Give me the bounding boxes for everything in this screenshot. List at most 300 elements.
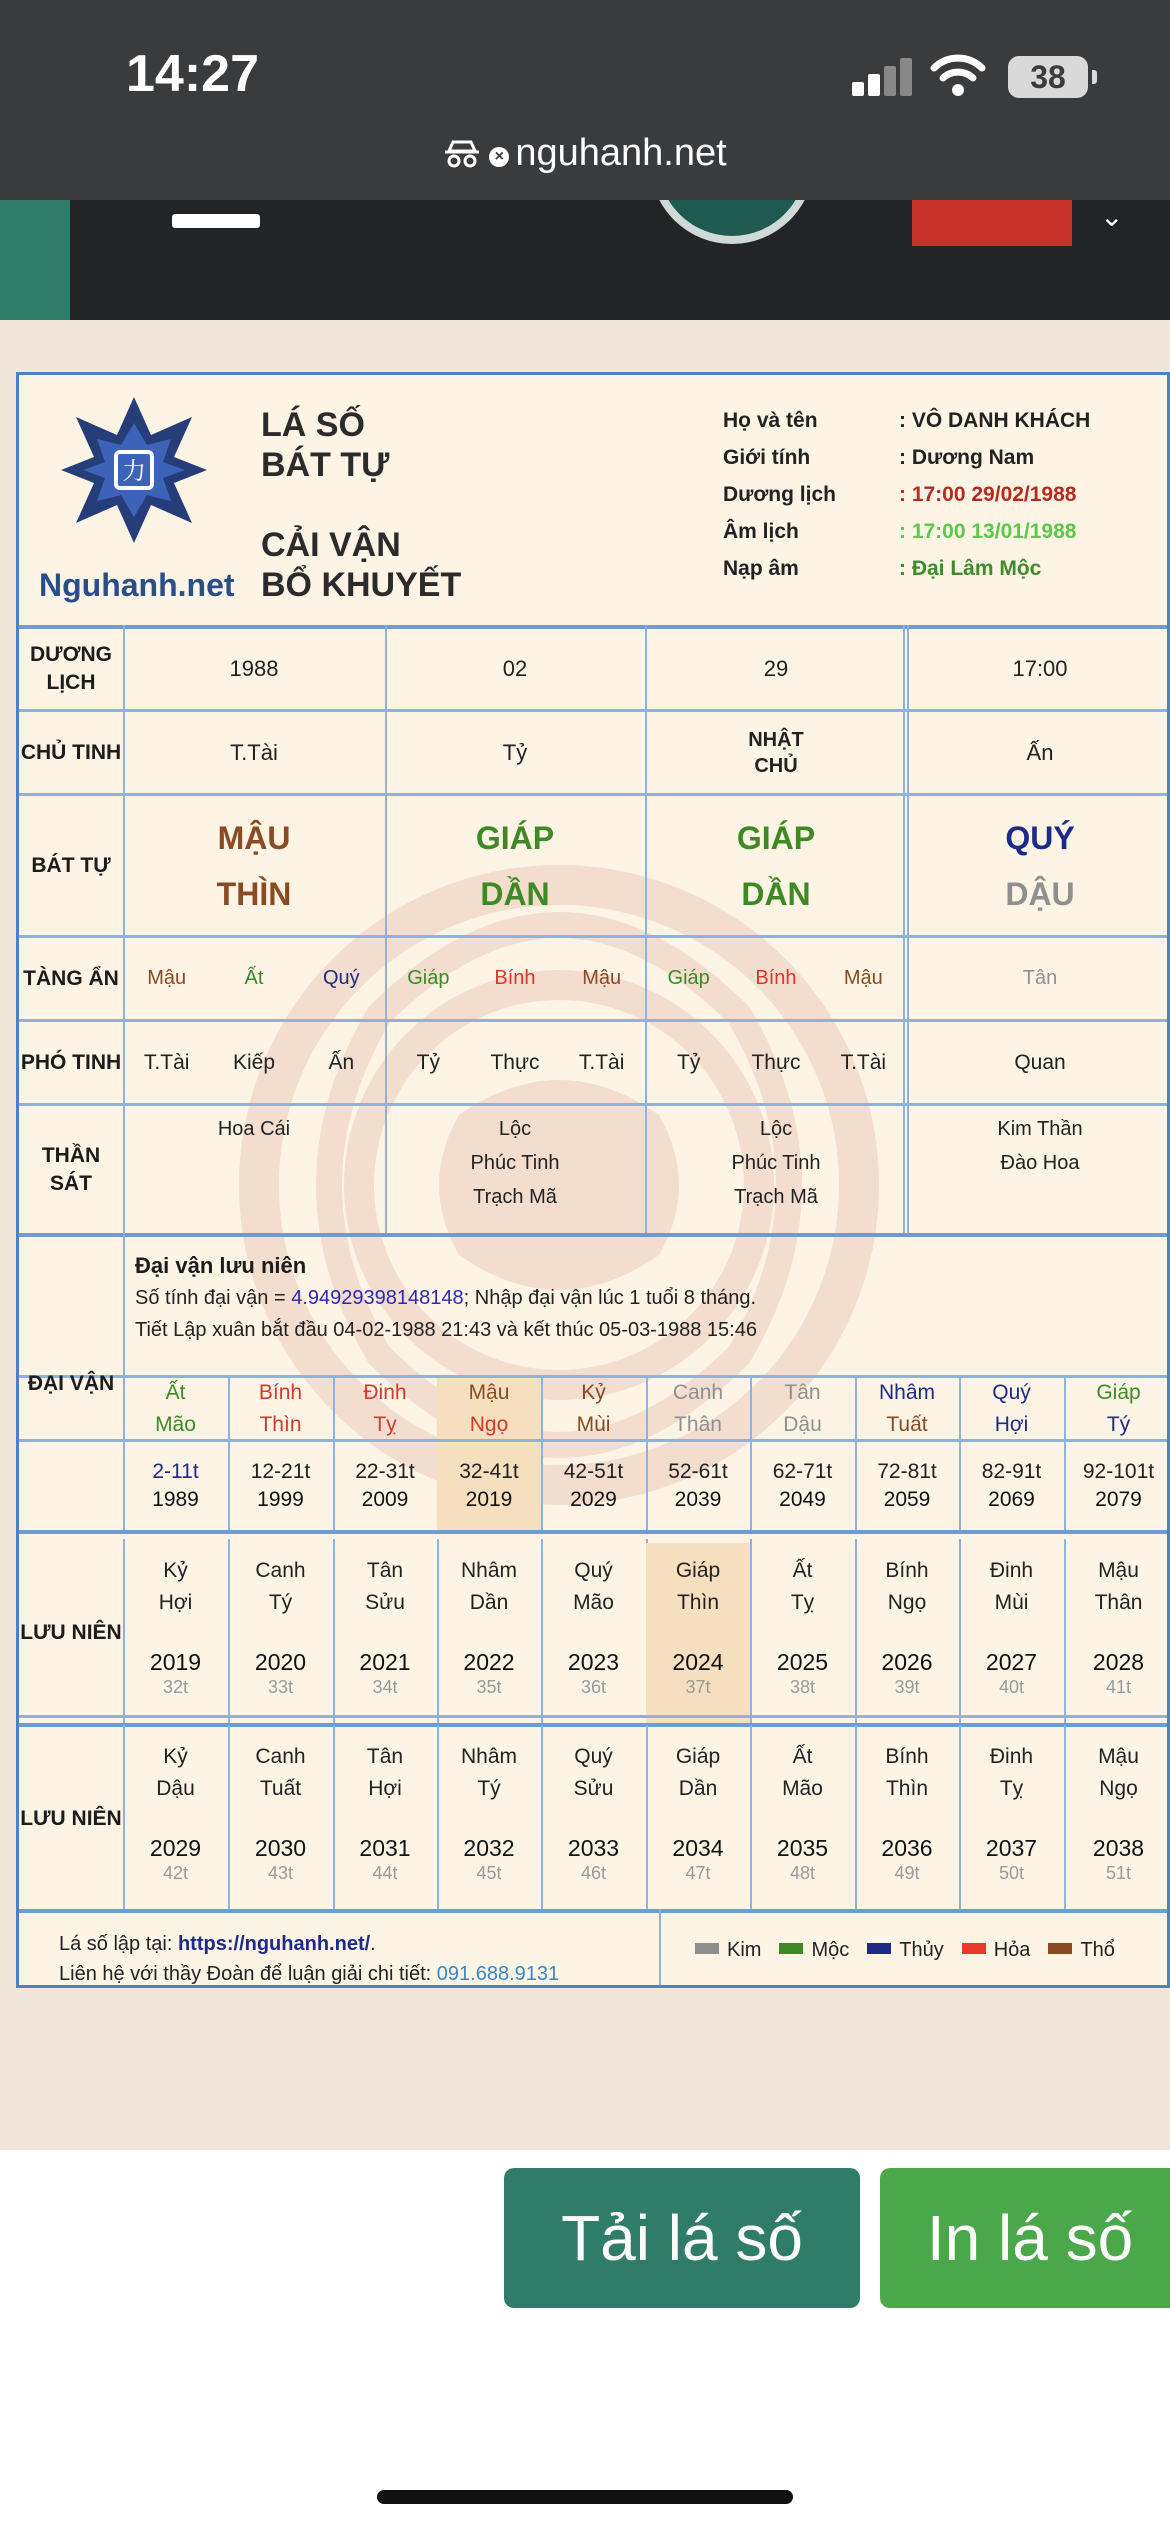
title-line-2: BÁT TỰ: [261, 446, 390, 484]
year-number: 2037: [985, 1835, 1038, 1861]
luu-nien-chi: Thìn: [676, 1590, 720, 1614]
luu-nien-year: [855, 1816, 959, 1909]
age-label: 49t: [894, 1863, 920, 1883]
luu-nien-can: Bính: [885, 1744, 929, 1768]
than-sat-item: Hoa Cái: [217, 1118, 291, 1140]
status-time: 14:27: [126, 45, 259, 103]
address-bar[interactable]: [0, 132, 1170, 175]
dai-van-pillar[interactable]: [123, 1378, 228, 1439]
start-year: 1989: [152, 1488, 199, 1511]
legend-item: [962, 1939, 1031, 1962]
year-number: 2028: [1092, 1649, 1145, 1675]
line1-pre: Số tính đại vận =: [135, 1287, 292, 1309]
luu-nien-chi: Mùi: [994, 1590, 1029, 1614]
than-sat-item: Phúc Tinh: [731, 1152, 821, 1174]
grid-line: [659, 1909, 661, 1988]
luu-nien-can: Quý: [574, 1744, 613, 1768]
footer-link[interactable]: https://nguhanh.net/: [177, 1933, 371, 1955]
dai-van-age: [855, 1442, 959, 1530]
info-label: Họ và tên: [723, 409, 818, 432]
luu-nien-chi: Mão: [782, 1776, 823, 1800]
luu-nien-year: [541, 1816, 646, 1909]
dai-van-age: [646, 1442, 750, 1530]
dai-van-can: Ất: [165, 1380, 186, 1404]
luu-nien-year: [437, 1630, 541, 1723]
main-star-value: Tỷ: [502, 739, 528, 765]
row-label: DƯƠNG LỊCH: [29, 643, 112, 694]
dai-van-can: Giáp: [1096, 1380, 1141, 1404]
age-label: 45t: [476, 1863, 502, 1883]
dai-van-pillar[interactable]: [541, 1378, 646, 1439]
luu-nien-pillar[interactable]: [959, 1543, 1064, 1630]
dai-van-age: [750, 1442, 855, 1530]
dai-van-chi: Thân: [674, 1412, 722, 1436]
luu-nien-chi: Dần: [469, 1590, 509, 1614]
luu-nien-pillar[interactable]: [541, 1543, 646, 1630]
than-sat-item: Trạch Mã: [734, 1186, 818, 1208]
earthly-branch: DẦN: [741, 875, 811, 912]
legend-label: Hỏa: [993, 1939, 1031, 1961]
hidden-stem: Bính: [755, 967, 797, 989]
luu-nien-can: Canh: [255, 1744, 306, 1768]
luu-nien-can: Mậu: [1098, 1558, 1139, 1582]
than-sat-item: Phúc Tinh: [470, 1152, 560, 1174]
info-label: Âm lịch: [723, 520, 799, 543]
row-label: PHÓ TINH: [20, 1050, 122, 1074]
heavenly-stem: MẬU: [217, 819, 291, 856]
dai-van-pillar[interactable]: [333, 1378, 437, 1439]
luu-nien-chi: Ngọ: [887, 1590, 927, 1614]
title-line-3: CẢI VẬN: [261, 526, 401, 564]
earthly-branch: DẦN: [480, 875, 550, 912]
hidden-stem: Mậu: [147, 967, 187, 989]
grid-line: [19, 1715, 1170, 1718]
age-label: 41t: [1105, 1677, 1132, 1697]
luu-nien-pillar[interactable]: [750, 1729, 855, 1816]
battery-tip: [1092, 70, 1097, 84]
luu-nien-year: [646, 1630, 750, 1723]
luu-nien-pillar[interactable]: [228, 1543, 333, 1630]
svg-text:力: 力: [122, 457, 146, 485]
dai-van-pillar[interactable]: [855, 1378, 959, 1439]
luu-nien-year: [750, 1630, 855, 1723]
home-indicator: [377, 2490, 793, 2504]
luu-nien-year: [959, 1630, 1064, 1723]
dai-van-chi: Ngọ: [469, 1412, 509, 1436]
main-star-value: T.Tài: [230, 739, 278, 765]
year-pillar-value: 02: [502, 656, 528, 681]
age-label: 32t: [162, 1677, 189, 1697]
row-label: LƯU NIÊN: [20, 1807, 122, 1830]
heavenly-stem: GIÁP: [736, 819, 816, 856]
phone-link[interactable]: 091.688.9131: [436, 1963, 560, 1985]
info-label: Dương lịch: [723, 483, 836, 506]
year-number: 2036: [881, 1835, 933, 1861]
luu-nien-can: Tân: [366, 1558, 404, 1582]
dai-van-can: Tân: [784, 1380, 821, 1404]
luu-nien-year: [541, 1630, 646, 1723]
luu-nien-pillar[interactable]: [750, 1543, 855, 1630]
dai-van-pillar[interactable]: [959, 1378, 1064, 1439]
line1-number: 4.94929398148148: [291, 1287, 464, 1309]
luu-nien-pillar[interactable]: [123, 1543, 228, 1630]
luu-nien-pillar[interactable]: [855, 1729, 959, 1816]
dai-van-pillar[interactable]: [1064, 1378, 1170, 1439]
dai-van-chi: Tý: [1106, 1412, 1131, 1436]
than-sat-cell: [123, 1106, 385, 1233]
secondary-star: Ấn: [328, 1050, 355, 1074]
luu-nien-can: Nhâm: [460, 1744, 518, 1768]
info-value: : 17:00 13/01/1988: [899, 520, 1077, 543]
chart-card: [16, 372, 1170, 1988]
hidden-stem: Bính: [494, 967, 536, 989]
line1-post: ; Nhập đại vận lúc 1 tuổi 8 tháng.: [463, 1287, 757, 1309]
luu-nien-pillar[interactable]: [646, 1729, 750, 1816]
bat-tu-cell: [907, 796, 1170, 935]
luu-nien-can: Bính: [885, 1558, 929, 1582]
age-label: 38t: [789, 1677, 816, 1697]
title-line-1: LÁ SỐ: [261, 406, 365, 444]
year-pillar-value: 29: [763, 656, 789, 681]
dai-van-age: [959, 1442, 1064, 1530]
age-label: 34t: [372, 1677, 398, 1697]
secondary-star: Kiếp: [232, 1050, 275, 1074]
year-number: 2035: [776, 1835, 829, 1861]
start-year: 2059: [883, 1488, 931, 1511]
dai-van-chi: Tỵ: [373, 1412, 397, 1436]
dai-van-age: [1064, 1442, 1170, 1530]
dai-van-line1: [135, 1287, 756, 1310]
bat-tu-cell: [385, 796, 645, 935]
legend-label: Mộc: [811, 1939, 850, 1961]
legend-label: Thổ: [1080, 1939, 1115, 1961]
not-secure-icon: ×: [489, 147, 509, 167]
dai-van-can: Canh: [672, 1380, 724, 1404]
age-label: 35t: [476, 1677, 502, 1697]
earthly-branch: THÌN: [216, 875, 292, 912]
site-name: Nguhanh.net: [39, 567, 235, 603]
dai-van-chi: Tuất: [886, 1412, 928, 1436]
info-label: Nạp âm: [723, 557, 799, 580]
legend-swatch-icon: [779, 1943, 803, 1954]
luu-nien-year: [333, 1816, 437, 1909]
year-number: 2023: [567, 1649, 620, 1675]
year-number: 2020: [254, 1649, 307, 1675]
legend-swatch-icon: [695, 1943, 719, 1954]
luu-nien-chi: Hợi: [158, 1590, 193, 1614]
dai-van-pillar[interactable]: [750, 1378, 855, 1439]
site-header: [0, 200, 1170, 320]
dai-van-can: Kỷ: [581, 1380, 606, 1404]
info-value: : VÔ DANH KHÁCH: [899, 409, 1091, 432]
luu-nien-chi: Tuất: [259, 1776, 302, 1800]
age-range: 22-31t: [355, 1460, 415, 1483]
start-year: 2029: [570, 1488, 617, 1511]
year-number: 2034: [672, 1835, 724, 1861]
battery-icon: 38: [1008, 56, 1088, 98]
luu-nien-chi: Dậu: [156, 1776, 195, 1800]
age-label: 39t: [894, 1677, 920, 1697]
secondary-star: Tỷ: [416, 1050, 440, 1074]
legend-swatch-icon: [1048, 1943, 1072, 1954]
info-label: Giới tính: [723, 446, 811, 469]
dai-van-chi: Mão: [155, 1412, 196, 1436]
luu-nien-chi: Tý: [477, 1776, 501, 1800]
luu-nien-pillar[interactable]: [1064, 1729, 1170, 1816]
luu-nien-can: Nhâm: [460, 1558, 518, 1582]
main-star-value: Ấn: [1026, 739, 1054, 765]
year-number: 2031: [359, 1835, 411, 1861]
age-label: 37t: [685, 1677, 711, 1697]
luu-nien-chi: Mão: [573, 1590, 614, 1614]
luu-nien-chi: Thìn: [885, 1776, 929, 1800]
hidden-stem: Giáp: [407, 967, 450, 989]
year-number: 2019: [149, 1649, 202, 1675]
luu-nien-chi: Tý: [268, 1590, 293, 1614]
grid-line: [19, 1233, 1170, 1237]
hidden-stem: Tân: [1022, 967, 1058, 989]
row-label: BÁT TỰ: [31, 853, 111, 877]
info-value: : 17:00 29/02/1988: [899, 483, 1077, 506]
legend-item: [695, 1939, 761, 1962]
start-year: 2039: [674, 1488, 722, 1511]
bat-tu-cell: [123, 796, 385, 935]
year-number: 2029: [149, 1835, 202, 1861]
year-number: 2021: [359, 1649, 411, 1675]
dai-van-chi: Dậu: [783, 1412, 822, 1436]
luu-nien-chi: Hợi: [368, 1776, 402, 1800]
row-label: ĐẠI VẬN: [27, 1371, 115, 1395]
logo-star-icon: [59, 395, 209, 545]
secondary-star: Quan: [1014, 1050, 1066, 1074]
footer-text: Lá số lập tại:: [59, 1933, 178, 1955]
start-year: 2019: [465, 1488, 513, 1511]
chart-header: [19, 375, 1170, 625]
main-star-value: NHẬT CHỦ: [748, 728, 804, 777]
dai-van-can: Nhâm: [878, 1380, 936, 1404]
dai-van-chi: Mùi: [576, 1412, 611, 1436]
luu-nien-chi: Sửu: [365, 1590, 405, 1614]
download-chart-button[interactable]: Tải lá số: [504, 2168, 860, 2308]
year-number: 2022: [463, 1649, 515, 1675]
year-number: 2030: [254, 1835, 307, 1861]
dai-van-age: [228, 1442, 333, 1530]
year-number: 2032: [463, 1835, 515, 1861]
dai-van-age: [333, 1442, 437, 1530]
luu-nien-can: Ất: [792, 1558, 813, 1582]
than-sat-cell: [645, 1106, 907, 1233]
age-label: 40t: [998, 1677, 1025, 1697]
luu-nien-year: [228, 1816, 333, 1909]
age-range: 12-21t: [250, 1460, 311, 1483]
luu-nien-chi: Sửu: [573, 1776, 614, 1800]
luu-nien-pillar[interactable]: [333, 1543, 437, 1630]
luu-nien-pillar[interactable]: [1064, 1543, 1170, 1630]
luu-nien-can: Giáp: [675, 1744, 721, 1768]
legend-label: Kim: [727, 1939, 762, 1961]
age-label: 48t: [789, 1863, 816, 1883]
luu-nien-year: [1064, 1816, 1170, 1909]
age-label: 46t: [580, 1863, 607, 1883]
luu-nien-can: Đinh: [989, 1558, 1034, 1582]
age-range: 82-91t: [981, 1460, 1042, 1483]
luu-nien-chi: Thân: [1094, 1590, 1143, 1614]
luu-nien-pillar[interactable]: [437, 1543, 541, 1630]
year-number: 2038: [1092, 1835, 1145, 1861]
age-range: 42-51t: [563, 1460, 624, 1483]
dai-van-age: [541, 1442, 646, 1530]
than-sat-item: Kim Thần: [997, 1118, 1083, 1140]
year-number: 2025: [776, 1649, 829, 1675]
luu-nien-chi: Tỵ: [999, 1776, 1024, 1800]
legend-item: [1048, 1939, 1114, 1962]
luu-nien-chi: Ngọ: [1099, 1776, 1138, 1800]
luu-nien-can: Kỷ: [163, 1744, 188, 1768]
luu-nien-can: Đinh: [989, 1744, 1034, 1768]
start-year: 2049: [779, 1488, 826, 1511]
legend-item: [867, 1939, 943, 1962]
age-range: 62-71t: [772, 1460, 833, 1483]
than-sat-item: Đào Hoa: [1000, 1152, 1080, 1174]
luu-nien-chi: Dần: [678, 1776, 718, 1800]
age-label: 36t: [580, 1677, 607, 1697]
chevron-down-icon[interactable]: ⌄: [1100, 201, 1124, 232]
dai-van-can: Mậu: [468, 1380, 510, 1404]
hidden-stem: Quý: [322, 967, 360, 989]
year-pillar-value: 17:00: [1012, 656, 1068, 681]
dai-van-heading: Đại vận lưu niên: [135, 1253, 307, 1278]
year-number: 2026: [881, 1649, 933, 1675]
luu-nien-can: Tân: [366, 1744, 404, 1768]
luu-nien-pillar[interactable]: [959, 1729, 1064, 1816]
age-label: 42t: [162, 1863, 189, 1883]
start-year: 2079: [1095, 1488, 1142, 1511]
than-sat-cell: [385, 1106, 645, 1233]
luu-nien-year: [646, 1816, 750, 1909]
luu-nien-pillar[interactable]: [646, 1543, 750, 1630]
start-year: 2069: [988, 1488, 1035, 1511]
luu-nien-year: [228, 1630, 333, 1723]
incognito-icon: [443, 139, 481, 169]
luu-nien-pillar[interactable]: [333, 1729, 437, 1816]
year-number: 2027: [985, 1649, 1038, 1675]
print-chart-button[interactable]: In lá số: [880, 2168, 1170, 2308]
luu-nien-pillar[interactable]: [437, 1729, 541, 1816]
footer-dot: .: [370, 1933, 376, 1955]
luu-nien-pillar[interactable]: [228, 1729, 333, 1816]
dai-van-line2: Tiết Lập xuân bắt đầu 04-02-1988 21:43 và kết thúc 05-03-1988 15:46: [135, 1319, 757, 1341]
luu-nien-pillar[interactable]: [541, 1729, 646, 1816]
age-range: 72-81t: [877, 1460, 937, 1483]
bat-tu-cell: [645, 796, 907, 935]
dai-van-pillar[interactable]: [646, 1378, 750, 1439]
element-legend: [695, 1939, 1115, 1962]
heavenly-stem: QUÝ: [1005, 819, 1075, 856]
legend-swatch-icon: [867, 1943, 891, 1954]
age-label: 50t: [998, 1863, 1025, 1883]
status-bar: [0, 0, 1170, 200]
vietnam-flag-icon[interactable]: [912, 200, 1072, 246]
wifi-icon: [930, 52, 986, 98]
side-tab[interactable]: [0, 200, 70, 320]
than-sat-item: Lộc: [498, 1118, 532, 1140]
luu-nien-year: [750, 1816, 855, 1909]
legend-label: Thủy: [899, 1939, 944, 1961]
than-sat-item: Lộc: [759, 1118, 793, 1140]
secondary-star: T.Tài: [143, 1050, 190, 1074]
dai-van-chi: Thìn: [259, 1412, 302, 1436]
luu-nien-can: Kỷ: [163, 1558, 188, 1582]
dai-van-chi: Hợi: [994, 1412, 1029, 1436]
dai-van-can: Quý: [992, 1380, 1031, 1404]
luu-nien-pillar[interactable]: [123, 1729, 228, 1816]
hidden-stem: Ất: [244, 967, 264, 989]
row-label: TÀNG ẨN: [23, 966, 119, 990]
secondary-star: Tỷ: [677, 1050, 701, 1074]
row-label: LƯU NIÊN: [20, 1621, 122, 1644]
age-label: 44t: [372, 1863, 398, 1883]
dai-van-age: [437, 1442, 541, 1530]
grid-line: [19, 1909, 1170, 1913]
age-label: 43t: [267, 1863, 294, 1883]
age-label: 47t: [685, 1863, 711, 1883]
secondary-star: T.Tài: [578, 1050, 625, 1074]
year-number: 2024: [672, 1649, 724, 1675]
age-label: 33t: [267, 1677, 294, 1697]
start-year: 2009: [361, 1488, 409, 1511]
site-logo-icon[interactable]: [650, 200, 814, 244]
age-range: 32-41t: [459, 1460, 519, 1483]
luu-nien-can: Ất: [792, 1744, 813, 1768]
heavenly-stem: GIÁP: [475, 819, 555, 856]
secondary-star: Thực: [751, 1050, 801, 1074]
luu-nien-can: Canh: [255, 1558, 306, 1582]
contact-text: Liên hệ với thầy Đoàn để luận giải chi tiết:: [59, 1963, 437, 1985]
dai-van-can: Bính: [258, 1380, 303, 1404]
luu-nien-year: [123, 1816, 228, 1909]
age-range: 92-101t: [1082, 1460, 1155, 1483]
than-sat-cell: [907, 1106, 1170, 1233]
luu-nien-year: [1064, 1630, 1170, 1723]
secondary-star: T.Tài: [840, 1050, 887, 1074]
menu-icon[interactable]: [172, 214, 260, 228]
cellular-signal-icon: [852, 56, 914, 96]
legend-item: [779, 1939, 849, 1962]
luu-nien-year: [333, 1630, 437, 1723]
earthly-branch: DẬU: [1005, 875, 1075, 912]
luu-nien-can: Mậu: [1098, 1744, 1139, 1768]
luu-nien-can: Quý: [574, 1558, 613, 1582]
grid-line: [19, 1530, 1170, 1534]
age-label: 51t: [1105, 1863, 1132, 1883]
year-number: 2033: [567, 1835, 620, 1861]
footer-note: [59, 1929, 559, 1988]
luu-nien-year: [855, 1630, 959, 1723]
start-year: 1999: [257, 1488, 304, 1511]
luu-nien-year: [123, 1630, 228, 1723]
luu-nien-year: [437, 1816, 541, 1909]
luu-nien-can: Giáp: [675, 1558, 721, 1582]
dai-van-pillar[interactable]: [437, 1378, 541, 1439]
grid-line: [19, 1723, 1170, 1727]
luu-nien-year: [959, 1816, 1064, 1909]
year-pillar-value: 1988: [229, 656, 279, 681]
luu-nien-pillar[interactable]: [855, 1543, 959, 1630]
dai-van-pillar[interactable]: [228, 1378, 333, 1439]
hidden-stem: Giáp: [667, 967, 710, 989]
legend-swatch-icon: [962, 1943, 986, 1954]
url-text: nguhanh.net: [515, 132, 727, 174]
